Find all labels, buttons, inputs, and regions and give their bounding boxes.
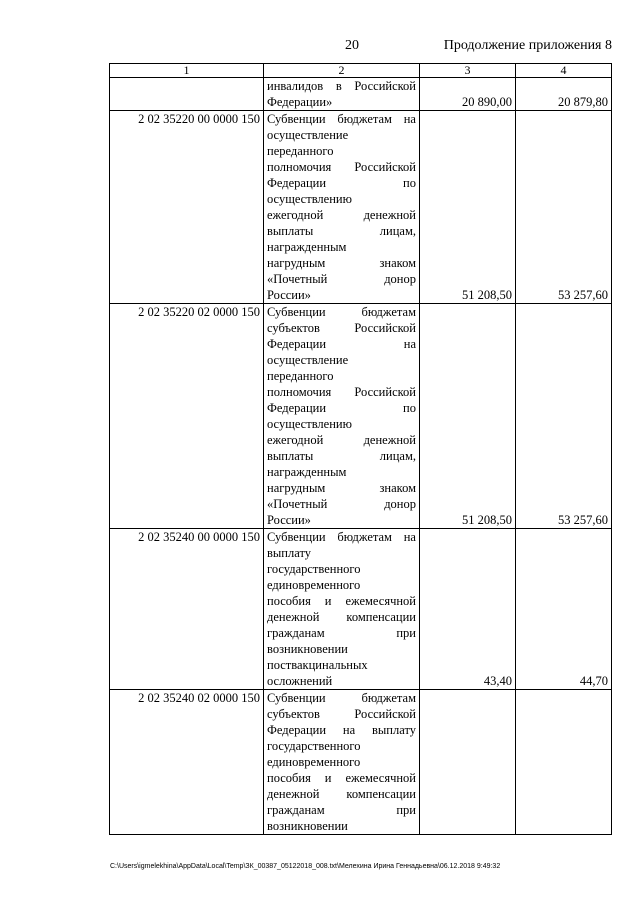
description-line: субъектов Российской (267, 707, 416, 721)
description-line: осуществлению (267, 417, 352, 431)
description-line: полномочия Российской (267, 385, 416, 399)
description-line: выплаты лицам, (267, 449, 416, 463)
description-line: награжденным (267, 240, 347, 254)
budget-code-cell: 2 02 35240 00 0000 150 (110, 529, 264, 690)
description-line: осуществлению (267, 192, 352, 206)
description-line: поствакцинальных (267, 658, 368, 672)
description-line: «Почетный донор (267, 272, 416, 286)
description-line: выплату (267, 546, 312, 560)
description-line: гражданам при (267, 803, 416, 817)
description-line: Субвенции бюджетам (267, 691, 416, 705)
description-line: субъектов Российской (267, 321, 416, 335)
budget-code-cell: 2 02 35240 02 0000 150 (110, 690, 264, 835)
description-line: возникновении (267, 819, 348, 833)
description-line: осложнений (267, 674, 333, 688)
description-line: России» (267, 513, 311, 527)
budget-table-body (110, 64, 612, 835)
description-line: Субвенции бюджетам на (267, 530, 416, 544)
description-line: государственного (267, 739, 361, 753)
amount-2019-cell: 51 208,50 (420, 111, 516, 304)
column-header-2: 2 (264, 64, 420, 78)
description-line: нагрудным знаком (267, 256, 416, 270)
amount-2019-cell: 43,40 (420, 529, 516, 690)
description-cell (264, 78, 420, 111)
amount-2020-cell: 44,70 (516, 529, 612, 690)
description-line: инвалидов в Российской (267, 79, 416, 93)
description-line: единовременного (267, 755, 361, 769)
page-number: 20 (345, 38, 359, 53)
budget-code-cell (110, 78, 264, 111)
amount-2020-cell: 53 257,60 (516, 111, 612, 304)
budget-code-cell: 2 02 35220 00 0000 150 (110, 111, 264, 304)
description-line: осуществление (267, 128, 349, 142)
description-line: нагрудным знаком (267, 481, 416, 495)
column-header-3: 3 (420, 64, 516, 78)
description-line: переданного (267, 144, 334, 158)
description-line: России» (267, 288, 311, 302)
description-line: переданного (267, 369, 334, 383)
description-cell (264, 690, 420, 835)
description-line: пособия и ежемесячной (267, 594, 416, 608)
description-line: ежегодной денежной (267, 433, 416, 447)
table-row (110, 304, 612, 529)
description-cell (264, 111, 420, 304)
description-line: Федерации» (267, 95, 333, 109)
budget-code-cell: 2 02 35220 02 0000 150 (110, 304, 264, 529)
amount-2020-cell: 20 879,80 (516, 78, 612, 111)
description-line: Субвенции бюджетам на (267, 112, 416, 126)
description-cell (264, 529, 420, 690)
description-line: полномочия Российской (267, 160, 416, 174)
amount-2019-cell (420, 690, 516, 835)
amount-2019-cell: 20 890,00 (420, 78, 516, 111)
column-header-1: 1 (110, 64, 264, 78)
description-line: Федерации на выплату (267, 723, 416, 737)
budget-table (109, 63, 612, 835)
description-line: гражданам при (267, 626, 416, 640)
amount-2020-cell: 53 257,60 (516, 304, 612, 529)
description-line: денежной компенсации (267, 610, 416, 624)
description-line: «Почетный донор (267, 497, 416, 511)
description-line: государственного (267, 562, 361, 576)
table-row (110, 690, 612, 835)
column-header-4: 4 (516, 64, 612, 78)
description-line: Субвенции бюджетам (267, 305, 416, 319)
amount-2020-cell (516, 690, 612, 835)
table-row (110, 78, 612, 111)
description-line: Федерации по (267, 401, 416, 415)
description-line: единовременного (267, 578, 361, 592)
description-line: выплаты лицам, (267, 224, 416, 238)
description-line: осуществление (267, 353, 349, 367)
description-line: денежной компенсации (267, 787, 416, 801)
description-line: награжденным (267, 465, 347, 479)
table-header-row (110, 64, 612, 78)
description-line: Федерации на (267, 337, 416, 351)
description-line: ежегодной денежной (267, 208, 416, 222)
amount-2019-cell: 51 208,50 (420, 304, 516, 529)
description-line: пособия и ежемесячной (267, 771, 416, 785)
continuation-label: Продолжение приложения 8 (443, 38, 612, 53)
footer-file-path: C:\Users\igmelekhina\AppData\Local\Temp\ЗК_00387_05122018_008.txt\Мелехина Ирина Геннадьевна\06.12.2018 9:49:32 (110, 863, 501, 870)
description-line: Федерации по (267, 176, 416, 190)
description-cell (264, 304, 420, 529)
table-row (110, 111, 612, 304)
description-line: возникновении (267, 642, 348, 656)
table-row (110, 529, 612, 690)
